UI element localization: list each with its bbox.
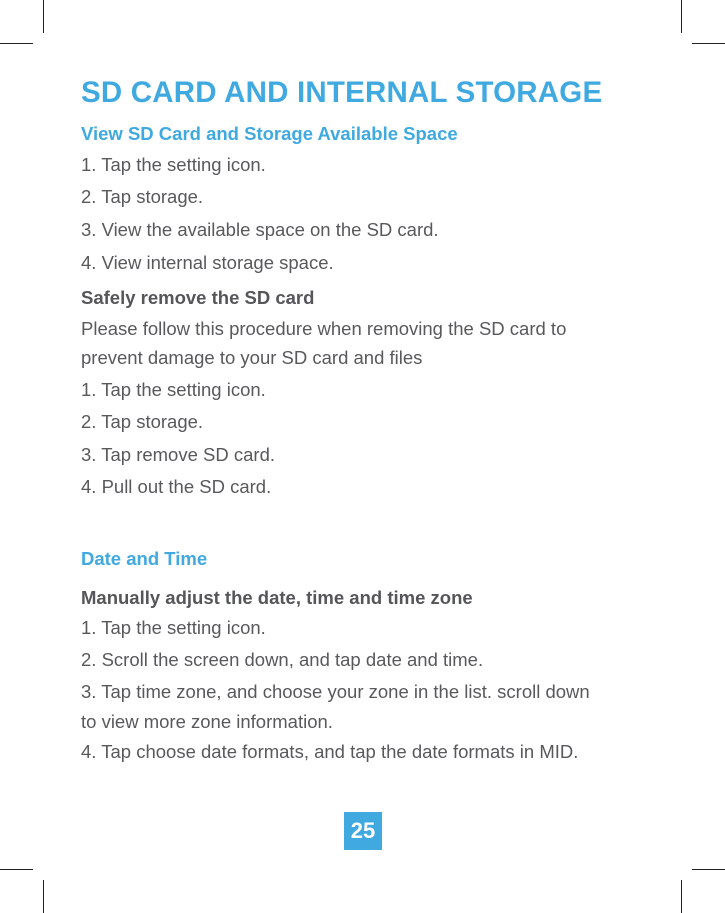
remove-sd-step-4: 4. Pull out the SD card. [81,476,272,497]
crop-mark-top-right-vertical [681,0,682,33]
crop-mark-bottom-right-vertical [681,880,682,913]
crop-mark-top-left-horizontal [0,43,33,44]
page-title: SD CARD AND INTERNAL STORAGE [81,76,603,109]
storage-section-heading: View SD Card and Storage Available Space [81,123,458,144]
remove-sd-step-1: 1. Tap the setting icon. [81,379,266,400]
crop-mark-bottom-left-vertical [43,880,44,913]
remove-sd-heading: Safely remove the SD card [81,287,315,308]
storage-step-3: 3. View the available space on the SD card. [81,219,439,240]
crop-mark-top-left-vertical [43,0,44,33]
remove-sd-step-2: 2. Tap storage. [81,411,204,432]
crop-mark-top-right-horizontal [692,43,725,44]
date-time-step-3: 3. Tap time zone, and choose your zone in the list. scroll down [81,681,590,702]
date-time-section-heading: Date and Time [81,548,208,569]
remove-sd-intro-line-1: Please follow this procedure when removing the SD card to [81,318,567,339]
storage-step-2: 2. Tap storage. [81,186,204,207]
storage-step-1: 1. Tap the setting icon. [81,154,266,175]
storage-step-4: 4. View internal storage space. [81,252,334,273]
crop-mark-bottom-left-horizontal [0,869,33,870]
date-time-step-3-continued: to view more zone information. [81,711,333,732]
date-time-subheading: Manually adjust the date, time and time zone [81,587,473,608]
crop-mark-bottom-right-horizontal [692,869,725,870]
date-time-step-2: 2. Scroll the screen down, and tap date and time. [81,649,484,670]
remove-sd-step-3: 3. Tap remove SD card. [81,444,275,465]
page-number-badge: 25 [344,812,382,850]
date-time-step-1: 1. Tap the setting icon. [81,617,266,638]
date-time-step-4: 4. Tap choose date formats, and tap the date formats in MID. [81,741,579,762]
remove-sd-intro-line-2: prevent damage to your SD card and files [81,347,423,368]
